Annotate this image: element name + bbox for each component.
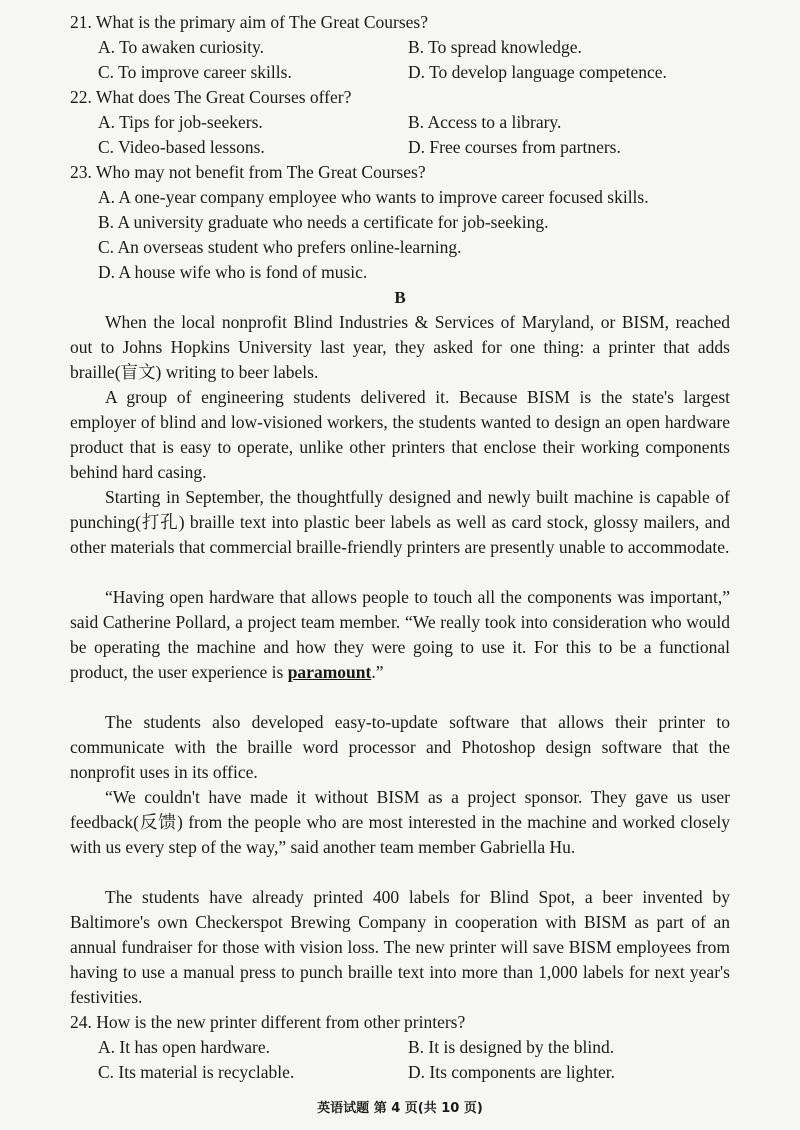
- paragraph-4: [70, 585, 730, 685]
- q22-option-d: D. Free courses from partners.: [408, 137, 621, 157]
- question-22-stem: 22. What does The Great Courses offer?: [70, 87, 352, 107]
- q21-option-d: D. To develop language competence.: [408, 62, 667, 82]
- paragraph-6: “We couldn't have made it without BISM as a project sponsor. They gave us user feedback(反馈) from the people who are most interested in the machine and worked closely with us every step of the way,” said another team member Gabriella Hu.: [70, 787, 730, 857]
- paragraph-1: When the local nonprofit Blind Industries & Services of Maryland, or BISM, reached out to Johns Hopkins University last year, they asked for one thing: a printer that adds braille(盲文) writing to beer labels.: [70, 312, 730, 382]
- q21-option-b: B. To spread knowledge.: [408, 37, 582, 57]
- q24-option-a: A. It has open hardware.: [98, 1037, 271, 1057]
- question-21-stem: 21. What is the primary aim of The Great Courses?: [70, 12, 429, 32]
- q23-option-d: D. A house wife who is fond of music.: [98, 262, 368, 282]
- paragraph-4-end: .”: [371, 662, 384, 682]
- q22-option-a: A. Tips for job-seekers.: [98, 112, 263, 132]
- q21-option-a: A. To awaken curiosity.: [98, 37, 264, 57]
- section-label: B: [394, 288, 406, 307]
- q23-option-c: C. An overseas student who prefers online-learning.: [98, 237, 462, 257]
- q24-option-c: C. Its material is recyclable.: [98, 1062, 295, 1082]
- paragraph-7: The students have already printed 400 labels for Blind Spot, a beer invented by Baltimore's own Checkerspot Brewing Company in cooperation with BISM as part of an annual fundraiser for those with vision loss. The new printer will save BISM employees from having to use a manual press to punch braille text into more than 1,000 labels for next year's festivities.: [70, 887, 730, 1007]
- page-footer: 英语试题 第 4 页(共 10 页): [317, 1101, 483, 1116]
- q24-option-d: D. Its components are lighter.: [408, 1062, 616, 1082]
- q22-option-c: C. Video-based lessons.: [98, 137, 265, 157]
- vocabulary-word: paramount: [287, 662, 372, 682]
- q22-option-b: B. Access to a library.: [408, 112, 562, 132]
- question-24-stem: 24. How is the new printer different from other printers?: [70, 1012, 466, 1032]
- q21-option-c: C. To improve career skills.: [98, 62, 292, 82]
- paragraph-4-text: “Having open hardware that allows people to touch all the components was important,” said Catherine Pollard, a project team member. “We really took into consideration who would be operating the machine and how they were going to use it. For this to be a functional product, the user experience is: [70, 587, 730, 682]
- paragraph-3: Starting in September, the thoughtfully designed and newly built machine is capable of punching(打孔) braille text into plastic beer labels as well as card stock, glossy mailers, and other materials that commercial braille-friendly printers are presently unable to accommodate.: [70, 487, 730, 557]
- paragraph-2: A group of engineering students delivered it. Because BISM is the state's largest employer of blind and low-visioned workers, the students wanted to design an open hardware product that is easy to operate, unlike other printers that enclose their working components behind hard casing.: [70, 387, 730, 482]
- paragraph-5: The students also developed easy-to-update software that allows their printer to communicate with the braille word processor and Photoshop design software that the nonprofit uses in its office.: [70, 712, 730, 782]
- question-23-stem: 23. Who may not benefit from The Great Courses?: [70, 162, 426, 182]
- q23-option-a: A. A one-year company employee who wants to improve career focused skills.: [98, 187, 649, 207]
- q24-option-b: B. It is designed by the blind.: [408, 1037, 615, 1057]
- q23-option-b: B. A university graduate who needs a certificate for job-seeking.: [98, 212, 549, 232]
